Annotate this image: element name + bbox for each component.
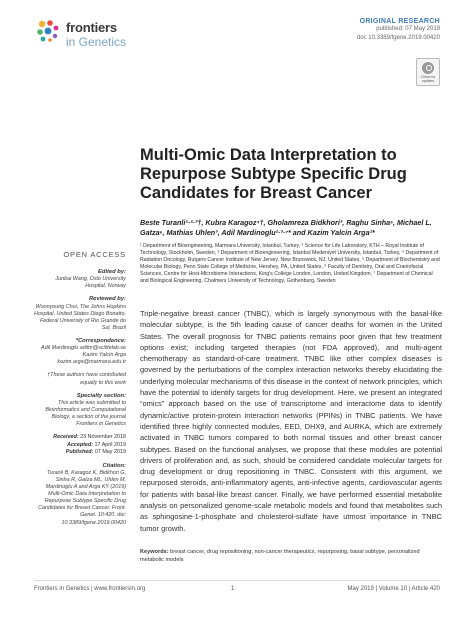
- author-list: Beste Turanli¹·²·³†, Kubra Karagoz⁴†, Gholamreza Bidkhori³, Raghu Sinha⁵, Michael L. Gatza⁶, Mathias Uhlen³, Adil Mardinoglu²·³·⁷* and Kazim Yalcin Arga¹*: [140, 218, 432, 237]
- keywords: [140, 549, 442, 564]
- updates-label: Check for updates: [420, 75, 436, 83]
- reviewed-by-heading: Reviewed by:: [88, 296, 126, 303]
- edited-by-heading: Edited by:: [97, 269, 126, 275]
- published-row: [34, 449, 126, 457]
- published-date-sidebar: 07 May 2019: [94, 449, 126, 456]
- check-for-updates-badge[interactable]: [416, 58, 440, 86]
- page-number: 1: [231, 586, 235, 592]
- update-icon: [422, 62, 434, 74]
- doi-link[interactable]: doi: 10.3389/fgene.2019.00420: [356, 35, 440, 41]
- citation: Turanli B, Karagoz K, Bidkhori G, Sinha R, Gatza ML, Uhlen M, Mardinoglu A and Arga KY (2019) Multi-Omic Data Interpretation to Repurpose Subtype Specific Drug Candidates for Breast Cancer. Front. Genet. 10:420. doi: 10.3389/fgene.2019.00420: [38, 469, 126, 526]
- article-type: ORIGINAL RESEARCH: [359, 18, 440, 25]
- accepted-row: [34, 442, 126, 450]
- published-label: Published:: [65, 449, 94, 456]
- received-row: [34, 434, 126, 442]
- correspondence[interactable]: Adil Mardinoglu adilm@scilifelab.se Kazim Yalcin Arga kazim.arga@marmara.edu.tr: [41, 345, 126, 366]
- received-date: 23 November 2018: [80, 434, 126, 441]
- affiliations: ¹ Department of Bioengineering, Marmara University, Istanbul, Turkey, ² Science for Life Laboratory, KTH – Royal Institute of Technology, Stockholm, Sweden, ³ Department of Bioengineering, Istanbul Medeniyet University, Istanbul, Turkey, ⁴ Department of Radiation Oncology, Rutgers Cancer Institute of New Jersey, New Brunswick, NJ, United States, ⁵ Department of Biochemistry and Molecular Biology, Penn State College of Medicine, Hershey, PA, United States, ⁶ Faculty of Dentistry, Oral and Craniofacial Sciences, Centre for Host-Microbiome Interactions, King's College London, London, United Kingdom, ⁷ Department of Chemical and Biological Engineering, Chalmers University of Technology, Gothenburg, Sweden: [140, 243, 440, 285]
- abstract: Triple-negative breast cancer (TNBC), which is largely synonymous with the basal-like molecular subtype, is the 5th leading cause of cancer deaths for women in the United States. The overall prognosis for TNBC patients remains poor given that few treatment options exist; including targeted therapies (not FDA approved), and multi-agent chemotherapy as standard-of-care treatment. TNBC like other complex diseases is governed by the perturbations of the complex interaction networks thereby elucidating the underlying molecular mechanisms of this disease in the context of network principles, which have the potential to identify targets for drug development. Here, we present an integrated “omics” approach based on the use of transcriptome and interactome data to identify dynamic/active protein-protein interaction networks (PPINs) in TNBC patients. We have identified three highly connected modules, EED, DHX9, and AURKA, which are extremely activated in TNBC tumors compared to both normal tissues and other breast cancer subtypes. Based on the functional analyses, we propose that these modules are potential drivers of proliferation and, as such, should be considered candidate molecular targets for drug development or drug repositioning in TNBC. Consistent with this argument, we repurposed steroids, anti-inflammatory agents, anti-infective agents, cardiovascular agents for patients with basal-like breast cancer. Finally, we have performed essential metabolite analysis on personalized genome-scale metabolic models and found that metabolites such as sphingosine-1-phosphate and cholesterol-sulfate have utmost importance in TNBC tumor growth.: [140, 309, 442, 533]
- reviewed-by: Woonyoung Choi, The Johns Hopkins Hospital, United States Diego Bonatto, Federal University of Rio Grande do Sul, Brazil: [34, 303, 126, 331]
- published-date: published: 07 May 2019: [376, 26, 440, 32]
- article-meta: [357, 18, 440, 43]
- footer-issue: May 2019 | Volume 10 | Article 420: [347, 586, 440, 592]
- edited-by: Junbai Wang, Oslo University Hospital, Norway: [55, 276, 126, 290]
- article-dates: [34, 434, 126, 457]
- keywords-list: breast cancer, drug repositioning, non-cancer therapeutics, repurposing, basal subtype, personalized metabolic models: [140, 549, 420, 563]
- specialty-section: This article was submitted to Bioinformatics and Computational Biology, a section of the journal Frontiers in Genetics: [45, 399, 126, 428]
- accepted-label: Accepted:: [66, 441, 94, 448]
- footer-divider: [34, 580, 440, 581]
- journal-name: frontiers: [66, 20, 117, 35]
- sidebar: [34, 250, 126, 533]
- equal-contribution-note: †These authors have contributed equally to this work: [47, 372, 126, 386]
- open-access-label: OPEN ACCESS: [63, 250, 126, 259]
- specialty-heading: Specialty section:: [76, 392, 126, 399]
- journal-subtitle: in Genetics: [66, 35, 127, 49]
- correspondence-heading: *Correspondence:: [75, 337, 126, 344]
- footer-journal[interactable]: Frontiers in Genetics | www.frontiersin.org: [34, 586, 146, 592]
- citation-heading: Citation:: [102, 462, 126, 469]
- journal-logo[interactable]: [34, 18, 194, 50]
- article-title: Multi-Omic Data Interpretation to Repurpose Subtype Specific Drug Candidates for Breast Cancer: [140, 146, 407, 202]
- keywords-label: Keywords:: [140, 549, 169, 555]
- accepted-date: 17 April 2019: [94, 441, 126, 448]
- frontiers-logo-icon: [34, 18, 62, 46]
- received-label: Received:: [53, 434, 79, 441]
